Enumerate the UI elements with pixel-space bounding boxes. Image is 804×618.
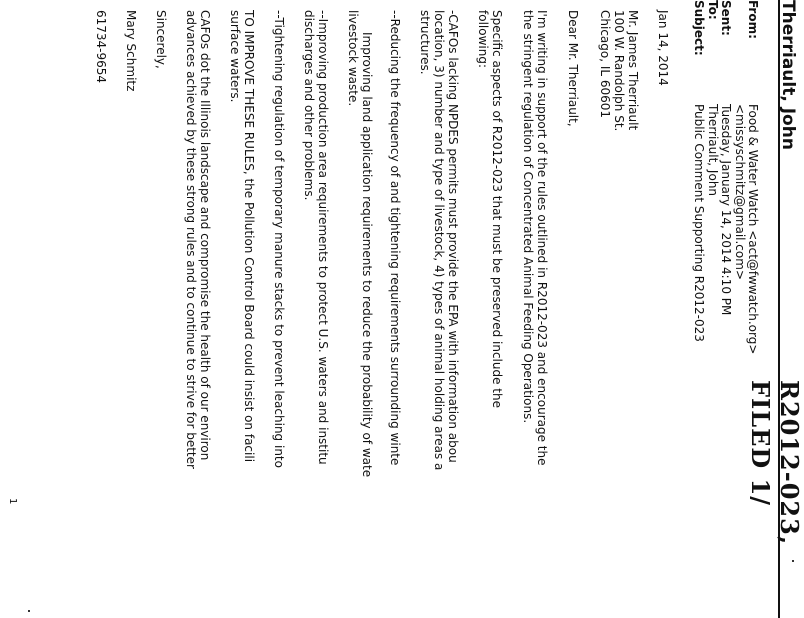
salutation: Dear Mr. Therriault, (566, 10, 580, 127)
item-line: location, 3) number and type of livestock, 4) types of animal holding areas a (432, 10, 446, 471)
item-line: structures. (418, 10, 432, 75)
from-value-email: <missyschmitz@gmail.com> (733, 104, 747, 280)
specific-line: Specific aspects of R2012-023 that must be preserved include the (490, 10, 504, 409)
item-line: Improving land application requirements to reduce the probability of wate (360, 32, 374, 478)
item-line: --Reducing the frequency of and tightening requirements surrounding winte (388, 10, 402, 466)
sent-label: Sent: (719, 0, 733, 36)
subject-value: Public Comment Supporting R2012-023 (692, 104, 706, 342)
closing-line: CAFOs dot the Illinois landscape and compromise the health of our environ (198, 10, 212, 461)
item-line: -CAFOs lacking NPDES permits must provide the EPA with information abou (446, 10, 460, 463)
address-line: 100 W. Randolph St. (612, 10, 626, 132)
zip-code: 61734-9654 (94, 10, 108, 84)
scan-speck (792, 560, 794, 562)
filing-stamp: R2012-023, FILED 1/ (746, 380, 804, 546)
specific-line: following: (476, 10, 490, 68)
address-line: Mr. James Therriault (626, 10, 640, 131)
scan-speck (28, 610, 30, 612)
closing-line: surface waters. (228, 10, 242, 103)
header-divider (778, 0, 780, 618)
letter-date: Jan 14, 2014 (656, 10, 670, 86)
address-line: Chicago, IL 60601 (598, 10, 612, 119)
sender-name: Therriault, John (778, 0, 798, 150)
item-line: --Tightening regulation of temporary manure stacks to prevent leaching into (272, 10, 286, 468)
page-number: 1 (7, 498, 18, 505)
to-label: To: (706, 0, 720, 20)
intro-line: the stringent regulation of Concentrated Animal Feeding Operations. (521, 10, 535, 424)
subject-label: Subject: (692, 0, 706, 56)
closing-line: advances achieved by these strong rules and to continue to strive for better (184, 10, 198, 469)
from-value: Food & Water Watch <act@fwwatch.org> (746, 104, 760, 355)
from-label: From: (746, 0, 760, 39)
signoff: Sincerely, (154, 10, 168, 69)
item-line: livestock waste. (346, 10, 360, 107)
item-line: discharges and other problems. (302, 10, 316, 201)
intro-line: I'm writing in support of the rules outlined in R2012-023 and encourage the (535, 10, 549, 466)
item-line: --Improving production area requirements to protect U.S. waters and institu (316, 10, 330, 465)
closing-line: TO IMPROVE THESE RULES, the Pollution Control Board could insist on facili (242, 10, 256, 463)
signature: Mary Schmitz (124, 10, 138, 92)
to-value: Therriault, John (706, 104, 720, 197)
sent-value: Tuesday, January 14, 2014 4:10 PM (719, 104, 733, 316)
